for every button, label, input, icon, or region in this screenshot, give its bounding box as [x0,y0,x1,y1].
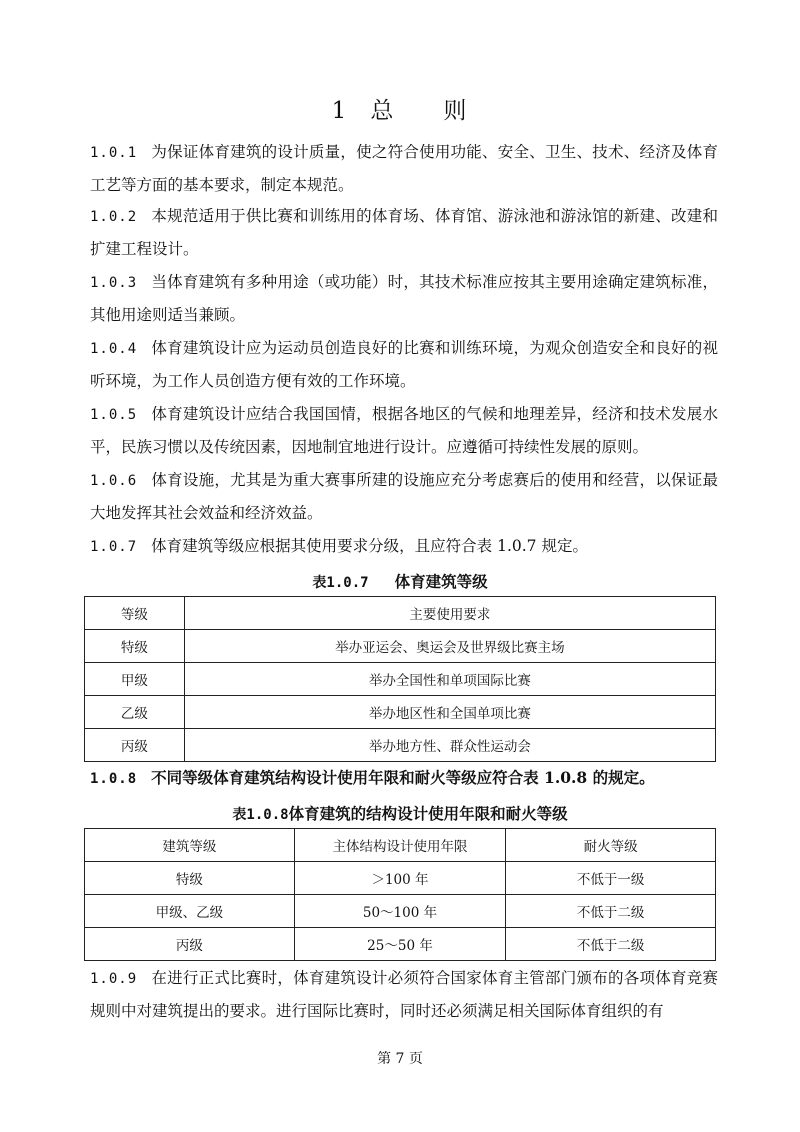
table-caption-title: 体育建筑等级 [394,572,488,591]
table-header-row [85,829,716,862]
clause-number: 1.0.7 [90,539,138,555]
clause-text: 本规范适用于供比赛和训练用的体育场、体育馆、游泳池和游泳馆的新建、改建和扩建工程设计。 [90,207,718,258]
clause-text: 体育设施，尤其是为重大赛事所建的设施应充分考虑赛后的使用和经营，以保证最大地发挥其社会效益和经济效益。 [90,471,718,522]
table-1-caption [0,570,800,592]
table-caption-number: 表1.0.8 [232,807,289,823]
clause-text: 体育建筑设计应结合我国国情，根据各地区的气候和地理差异，经济和技术发展水平，民族习惯以及传统因素，因地制宜地进行设计。应遵循可持续性发展的原则。 [90,405,718,456]
table-cell: 不低于二级 [506,895,716,928]
table-cell: 25～50 年 [294,928,506,961]
table-header-cell: 主要使用要求 [184,597,715,630]
clause-1-0-8 [90,762,718,795]
table-row [85,928,716,961]
table-cell: 特级 [85,862,295,895]
table-header-cell: 等级 [85,597,185,630]
clause-number: 1.0.2 [90,209,138,225]
table-row [85,630,716,663]
table-row [85,696,716,729]
table-cell: ＞100 年 [294,862,506,895]
clause-text: 体育建筑设计应为运动员创造良好的比赛和训练环境，为观众创造安全和良好的视听环境，为工作人员创造方便有效的工作环境。 [90,339,718,390]
chapter-title-char-2: 则 [443,98,469,124]
clause-text: 不同等级体育建筑结构设计使用年限和耐火等级应符合表 1.0.8 的规定。 [151,768,655,787]
clause-text: 为保证体育建筑的设计质量，使之符合使用功能、安全、卫生、技术、经济及体育工艺等方面的基本要求，制定本规范。 [90,143,718,194]
table-cell: 不低于二级 [506,928,716,961]
clause-1-0-2 [90,200,718,265]
table-header-cell: 建筑等级 [85,829,295,862]
clause-1-0-6 [90,464,718,529]
clause-number: 1.0.8 [90,771,138,787]
table-header-row [85,597,716,630]
page-number: 第 7 页 [377,1051,423,1067]
table-row [85,729,716,762]
clause-1-0-3 [90,266,718,331]
table-cell: 不低于一级 [506,862,716,895]
clause-number: 1.0.6 [90,473,138,489]
table-2-caption [0,802,800,824]
clause-number: 1.0.3 [90,275,138,291]
table-cell: 丙级 [85,928,295,961]
table-cell: 举办全国性和单项国际比赛 [184,663,715,696]
table-caption-title: 体育建筑的结构设计使用年限和耐火等级 [288,804,568,823]
clause-1-0-5 [90,398,718,463]
table-cell: 乙级 [85,696,185,729]
table-cell: 举办亚运会、奥运会及世界级比赛主场 [184,630,715,663]
structure-fire-rating-table [84,828,716,961]
chapter-number: 1 [331,98,349,124]
chapter-title [0,92,800,125]
clause-number: 1.0.4 [90,341,138,357]
table-caption-number: 表1.0.7 [312,575,369,591]
chapter-title-char-1: 总 [370,98,396,124]
clause-text: 在进行正式比赛时，体育建筑设计必须符合国家体育主管部门颁布的各项体育竞赛规则中对建筑提出的要求。进行国际比赛时，同时还必须满足相关国际体育组织的有 [90,969,718,1020]
clause-text: 体育建筑等级应根据其使用要求分级，且应符合表 1.0.7 规定。 [151,537,588,555]
table-row [85,663,716,696]
building-grade-table [84,596,716,762]
table-cell: 甲级、乙级 [85,895,295,928]
table-cell: 举办地方性、群众性运动会 [184,729,715,762]
table-header-cell: 耐火等级 [506,829,716,862]
table-cell: 举办地区性和全国单项比赛 [184,696,715,729]
table-cell: 甲级 [85,663,185,696]
clause-1-0-7 [90,530,718,563]
table-header-cell: 主体结构设计使用年限 [294,829,506,862]
table-cell: 50～100 年 [294,895,506,928]
table-cell: 特级 [85,630,185,663]
table-cell: 丙级 [85,729,185,762]
clause-number: 1.0.9 [90,971,138,987]
table-row [85,862,716,895]
clause-1-0-1 [90,136,718,201]
clause-text: 当体育建筑有多种用途（或功能）时，其技术标准应按其主要用途确定建筑标准，其他用途则适当兼顾。 [90,273,718,324]
clause-1-0-4 [90,332,718,397]
clause-1-0-9 [90,962,718,1027]
clause-number: 1.0.1 [90,145,138,161]
clause-number: 1.0.5 [90,407,138,423]
table-row [85,895,716,928]
